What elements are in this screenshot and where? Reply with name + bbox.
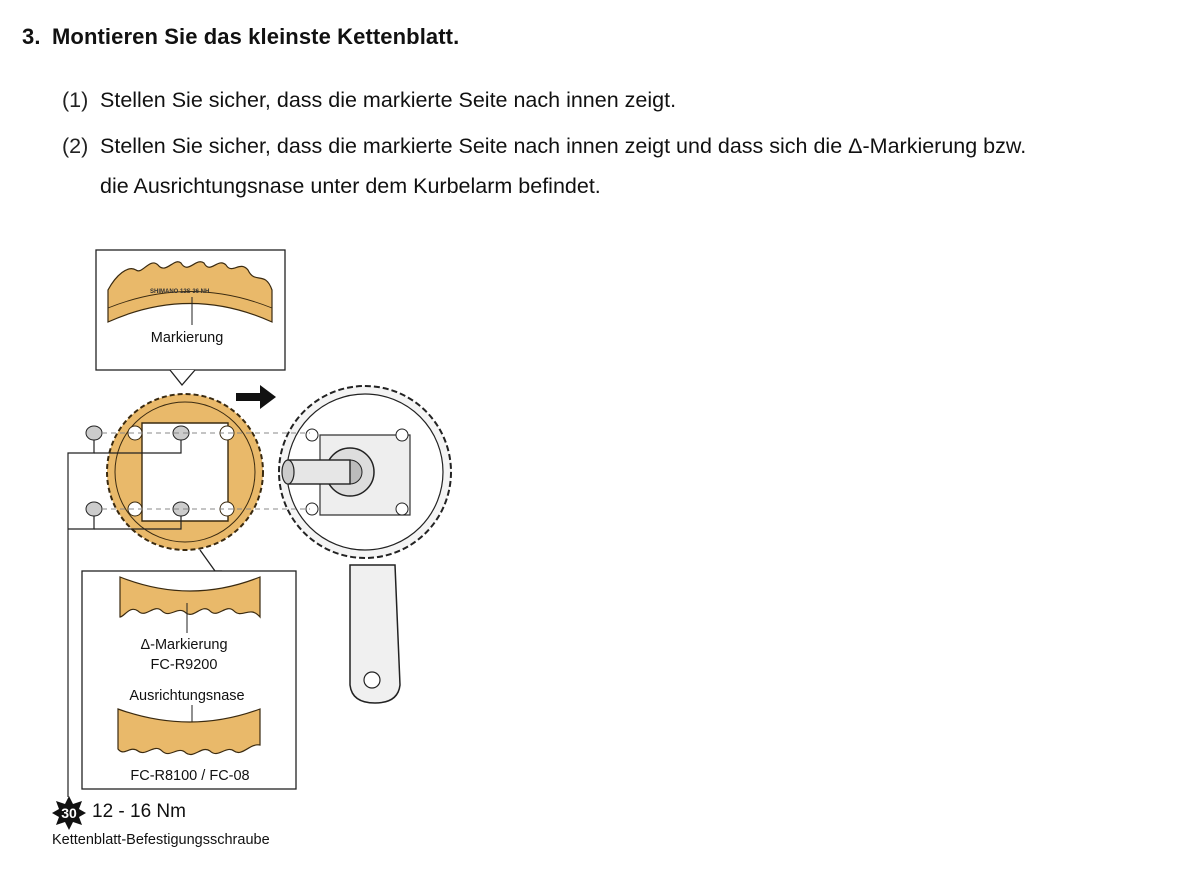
callout-marking xyxy=(96,250,285,385)
ring-imprint: SHIMANO 12S 36 NH xyxy=(150,289,210,295)
delta-marking-label: Δ-Markierung xyxy=(140,637,228,653)
substep-2 xyxy=(62,126,1026,206)
torque-caption: Kettenblatt-Befestigungsschraube xyxy=(52,832,270,848)
substep-1 xyxy=(62,80,676,120)
substep-index: (2) xyxy=(62,134,89,158)
chainring-installation-diagram xyxy=(50,245,480,805)
tool-number: 30 xyxy=(61,805,77,821)
model-variant-label: FC-R8100 / FC-08 xyxy=(130,768,250,784)
crankset xyxy=(279,386,451,703)
substep-text: Stellen Sie sicher, dass die markierte Seite nach innen zeigt und dass sich die Δ-Markierung bzw. xyxy=(100,134,1027,158)
direction-arrow xyxy=(236,385,276,409)
delta-model-label: FC-R9200 xyxy=(150,657,218,673)
step-title: Montieren Sie das kleinste Kettenblatt. xyxy=(52,24,460,49)
callout-alignment xyxy=(82,550,296,789)
torque-value: 12 - 16 Nm xyxy=(92,801,186,822)
alignment-nose-label: Ausrichtungsnase xyxy=(129,688,245,704)
marking-label: Markierung xyxy=(150,330,224,346)
substep-text-continued: die Ausrichtungsnase unter dem Kurbelarm befindet. xyxy=(100,174,601,198)
small-chainring xyxy=(107,394,263,550)
substep-text: Stellen Sie sicher, dass die markierte Seite nach innen zeigt. xyxy=(100,88,677,112)
step-number: 3. xyxy=(22,24,41,49)
step-heading xyxy=(22,24,459,50)
substep-index: (1) xyxy=(62,88,89,112)
torque-tool-icon xyxy=(52,796,86,830)
